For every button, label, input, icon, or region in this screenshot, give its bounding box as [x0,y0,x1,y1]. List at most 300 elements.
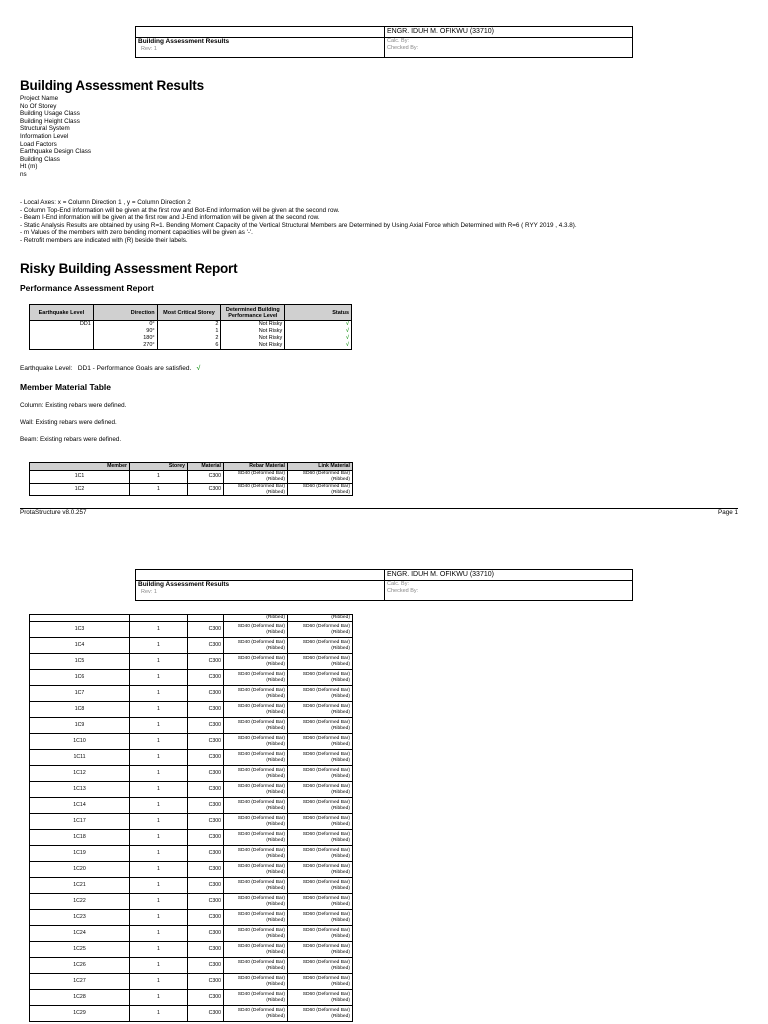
perf-title: Performance Assessment Report [20,283,154,293]
col-earthquake-level: Earthquake Level [30,305,94,321]
page-header [135,26,633,58]
storey-cell: 1 [130,910,188,926]
table-row [30,734,353,750]
eq-label: Earthquake Level: [20,365,73,372]
engineer-name: ENGR. IDUH M. OFIKWU (33710) [387,571,494,578]
material-cell: C300 [188,958,224,974]
link-line: SD60 (Deformed Bar) [302,703,350,709]
rebar-material-cell [224,974,288,990]
rebar-line: SD40 (Deformed Bar) [237,863,285,869]
link-line: SD60 (Deformed Bar) [302,751,350,757]
link-ribbed: (Ribbed) [331,901,350,907]
member-cell: 1C10 [30,734,130,750]
table-row [30,814,353,830]
member-cell: 1C7 [30,686,130,702]
link-material-cell [288,638,353,654]
storey-cell: 1 [130,686,188,702]
member-material-table-continued [29,614,353,1022]
rebar-material-cell [224,798,288,814]
rebar-ribbed: (Ribbed) [266,965,285,971]
earthquake-level-cell [30,335,94,342]
material-cell: C300 [188,798,224,814]
member-cell: 1C5 [30,654,130,670]
storey-cell: 1 [130,830,188,846]
rebar-material-cell [224,990,288,1006]
material-cell: C300 [188,484,224,496]
material-cell: C300 [188,654,224,670]
rebar-ribbed: (Ribbed) [266,981,285,987]
table-row [30,750,353,766]
link-ribbed: (Ribbed) [331,709,350,715]
table-row [30,990,353,1006]
footer-page-number: Page 1 [718,509,738,516]
footer-software: ProtaStructure v8.0.257 [20,509,87,516]
col-storey: Storey [130,463,188,471]
status-check-icon: √ [285,335,352,342]
storey-cell: 6 [157,342,221,350]
checked-by: Checked By: [387,45,419,51]
link-ribbed: (Ribbed) [331,773,350,779]
rebar-ribbed: (Ribbed) [266,901,285,907]
link-line: SD60 (Deformed Bar) [302,815,350,821]
direction-cell: 0° [93,321,157,329]
rebar-ribbed: (Ribbed) [266,869,285,875]
table-row [30,342,352,350]
note-line: - Local Axes: x = Column Direction 1 , y = Column Direction 2 [20,199,191,206]
calc-by: Calc. By: [387,581,410,587]
member-cell: 1C21 [30,878,130,894]
link-line: SD60 (Deformed Bar) [302,783,350,789]
member-cell: 1C26 [30,958,130,974]
rebar-material-cell [224,702,288,718]
rebar-ribbed: (Ribbed) [266,837,285,843]
link-ribbed: (Ribbed) [331,853,350,859]
rebar-material-cell [224,894,288,910]
table-row [30,702,353,718]
link-material-cell [288,686,353,702]
member-cell: 1C17 [30,814,130,830]
note-line: - m Values of the members with zero bending moment capacities will be given as '-'. [20,229,253,237]
link-material-cell [288,894,353,910]
table-row [30,1006,353,1022]
link-line: SD60 (Deformed Bar) [302,847,350,853]
rebar-material-cell [224,622,288,638]
rebar-line: SD40 (Deformed Bar) [237,943,285,949]
link-ribbed: (Ribbed) [331,981,350,987]
beam-note: Beam: Existing rebars were defined. [20,436,122,443]
link-ribbed: (Ribbed) [331,661,350,667]
rebar-material-cell [224,471,288,484]
col-critical-storey: Most Critical Storey [157,305,221,321]
member-cell: 1C1 [30,471,130,484]
member-cell: 1C3 [30,622,130,638]
rebar-line: SD40 (Deformed Bar) [237,655,285,661]
engineer-name: ENGR. IDUH M. OFIKWU (33710) [387,28,494,35]
link-ribbed: (Ribbed) [331,477,350,482]
rebar-line: SD40 (Deformed Bar) [237,895,285,901]
rebar-ribbed: (Ribbed) [266,725,285,731]
project-field-label: Information Level [20,132,69,140]
project-field-label: Building Height Class [20,117,80,125]
storey-cell: 1 [130,974,188,990]
link-material-cell [288,622,353,638]
rebar-line: SD40 (Deformed Bar) [237,991,285,997]
member-cell: 1C13 [30,782,130,798]
material-cell: C300 [188,942,224,958]
rebar-ribbed: (Ribbed) [266,853,285,859]
table-row [30,686,353,702]
rebar-material-cell [224,766,288,782]
rebar-material-cell [224,734,288,750]
rebar-material-cell [224,862,288,878]
page-header-2 [135,569,633,601]
rebar-line: SD40 (Deformed Bar) [237,1007,285,1013]
member-cell: 1C12 [30,766,130,782]
table-row [30,830,353,846]
table-row [30,782,353,798]
rebar-ribbed: (Ribbed) [266,629,285,635]
rebar-ribbed: (Ribbed) [266,693,285,699]
link-line: SD60 (Deformed Bar) [302,655,350,661]
rebar-ribbed: (Ribbed) [266,661,285,667]
material-cell: C300 [188,718,224,734]
link-material-cell [288,750,353,766]
member-cell: 1C8 [30,702,130,718]
link-line: SD60 (Deformed Bar) [302,831,350,837]
link-line: SD60 (Deformed Bar) [302,959,350,965]
storey-cell: 1 [130,622,188,638]
footer-divider [20,508,738,509]
material-cell: C300 [188,830,224,846]
link-ribbed: (Ribbed) [331,693,350,699]
link-ribbed: (Ribbed) [331,645,350,651]
table-row [30,484,353,496]
table-row [30,718,353,734]
project-field-label: Structural System [20,125,70,133]
rebar-line: SD40 (Deformed Bar) [237,623,285,629]
rebar-material-cell [224,830,288,846]
storey-cell: 1 [130,750,188,766]
material-cell: C300 [188,670,224,686]
wall-note: Wall: Existing rebars were defined. [20,419,117,426]
storey-cell: 1 [130,766,188,782]
material-cell: C300 [188,926,224,942]
rebar-material-cell [224,654,288,670]
link-ribbed: (Ribbed) [331,837,350,843]
link-ribbed: (Ribbed) [331,741,350,747]
rebar-line: SD40 (Deformed Bar) [237,815,285,821]
storey-cell: 1 [130,958,188,974]
storey-cell: 1 [130,894,188,910]
link-ribbed: (Ribbed) [331,965,350,971]
note-line: - Static Analysis Results are obtained by using R=1. Bending Moment Capacity of the Vertical Structural Members are Determined by Using Axial Force which Determined with R=6 ( RYY 2019 , 4.3.8). [20,221,577,229]
rebar-ribbed: (Ribbed) [266,645,285,651]
status-check-icon: √ [285,328,352,335]
storey-cell: 1 [130,670,188,686]
table-row [30,894,353,910]
storey-cell: 1 [130,484,188,496]
link-line: SD60 (Deformed Bar) [302,767,350,773]
rebar-material-cell [224,958,288,974]
link-line: SD60 (Deformed Bar) [302,1007,350,1013]
member-cell: 1C9 [30,718,130,734]
link-material-cell [288,830,353,846]
link-material-cell [288,654,353,670]
link-ribbed: (Ribbed) [331,997,350,1003]
page-title: Building Assessment Results [20,78,204,93]
rebar-material-cell [224,782,288,798]
project-field-label: Load Factors [20,140,57,148]
earthquake-summary [20,365,200,373]
rebar-line: SD40 (Deformed Bar) [237,639,285,645]
material-cell: C300 [188,878,224,894]
continuation-cell: (Ribbed) [224,615,288,622]
rebar-ribbed: (Ribbed) [266,477,285,482]
link-material-cell [288,878,353,894]
link-ribbed: (Ribbed) [331,725,350,731]
performance-level-cell: Not Risky [221,335,285,342]
member-cell: 1C2 [30,484,130,496]
link-line: SD60 (Deformed Bar) [302,671,350,677]
member-cell: 1C23 [30,910,130,926]
rebar-line: SD40 (Deformed Bar) [237,751,285,757]
col-performance-level: Determined Building Performance Level [221,305,285,321]
project-fields-list [20,95,91,179]
link-line: SD60 (Deformed Bar) [302,895,350,901]
header-rev: Rev: 1 [141,46,157,52]
note-line: - Column Top-End information will be given at the first row and Bot-End information will be given at the second row. [20,206,340,214]
link-ribbed: (Ribbed) [331,677,350,683]
continuation-cell: (Ribbed) [288,615,353,622]
member-cell: 1C20 [30,862,130,878]
storey-cell: 1 [130,926,188,942]
continuation-cell [30,615,130,622]
direction-cell: 90° [93,328,157,335]
rebar-material-cell [224,846,288,862]
member-cell: 1C28 [30,990,130,1006]
header-rev: Rev: 1 [141,589,157,595]
performance-level-cell: Not Risky [221,321,285,329]
link-material-cell [288,718,353,734]
link-line: SD60 (Deformed Bar) [302,484,350,489]
link-line: SD60 (Deformed Bar) [302,927,350,933]
member-cell: 1C6 [30,670,130,686]
link-line: SD60 (Deformed Bar) [302,639,350,645]
storey-cell: 1 [130,990,188,1006]
rebar-line: SD40 (Deformed Bar) [237,767,285,773]
direction-cell: 270° [93,342,157,350]
member-material-title: Member Material Table [20,382,112,392]
table-row [30,942,353,958]
rebar-material-cell [224,910,288,926]
storey-cell: 1 [130,638,188,654]
table-row [30,862,353,878]
rebar-material-cell [224,686,288,702]
link-material-cell [288,846,353,862]
link-ribbed: (Ribbed) [331,885,350,891]
col-link-material: Link Material [288,463,353,471]
rebar-line: SD40 (Deformed Bar) [237,703,285,709]
rebar-material-cell [224,878,288,894]
table-row [30,328,352,335]
project-field-label: Building Class [20,155,60,163]
check-icon: √ [196,365,201,372]
col-status: Status [285,305,352,321]
rebar-ribbed: (Ribbed) [266,885,285,891]
rebar-line: SD40 (Deformed Bar) [237,879,285,885]
link-line: SD60 (Deformed Bar) [302,879,350,885]
storey-cell: 1 [130,654,188,670]
rebar-ribbed: (Ribbed) [266,757,285,763]
material-cell: C300 [188,782,224,798]
rebar-material-cell [224,638,288,654]
link-line: SD60 (Deformed Bar) [302,719,350,725]
link-ribbed: (Ribbed) [331,1013,350,1019]
table-row [30,335,352,342]
link-ribbed: (Ribbed) [331,629,350,635]
link-material-cell [288,910,353,926]
rebar-ribbed: (Ribbed) [266,741,285,747]
calc-by: Calc. By: [387,38,410,44]
material-cell: C300 [188,471,224,484]
rebar-ribbed: (Ribbed) [266,805,285,811]
link-ribbed: (Ribbed) [331,757,350,763]
member-cell: 1C18 [30,830,130,846]
table-row [30,846,353,862]
link-material-cell [288,926,353,942]
rebar-line: SD40 (Deformed Bar) [237,927,285,933]
table-row [30,926,353,942]
link-ribbed: (Ribbed) [331,805,350,811]
rebar-ribbed: (Ribbed) [266,821,285,827]
link-ribbed: (Ribbed) [331,789,350,795]
material-cell: C300 [188,814,224,830]
link-material-cell [288,958,353,974]
earthquake-level-cell: DD1 [30,321,94,329]
continuation-row [30,615,353,622]
rebar-material-cell [224,814,288,830]
table-row [30,670,353,686]
project-field-label: Building Usage Class [20,110,80,118]
earthquake-level-cell [30,342,94,350]
storey-cell: 1 [130,862,188,878]
col-material: Material [188,463,224,471]
link-ribbed: (Ribbed) [331,933,350,939]
storey-cell: 1 [130,878,188,894]
rebar-material-cell [224,718,288,734]
continuation-cell [188,615,224,622]
project-field-label: Earthquake Design Class [20,148,92,156]
link-material-cell [288,471,353,484]
storey-cell: 1 [130,471,188,484]
eq-value: DD1 - Performance Goals are satisfied. [77,365,192,372]
note-line: - Beam I-End information will be given at the first row and J-End information will be given at the second row. [20,214,320,222]
material-cell: C300 [188,686,224,702]
rebar-material-cell [224,1006,288,1022]
material-cell: C300 [188,734,224,750]
rebar-ribbed: (Ribbed) [266,773,285,779]
link-material-cell [288,974,353,990]
project-field-label: No Of Storey [20,102,57,110]
link-line: SD60 (Deformed Bar) [302,799,350,805]
notes-list [20,199,577,245]
rebar-line: SD40 (Deformed Bar) [237,783,285,789]
table-row [30,321,352,329]
rebar-line: SD40 (Deformed Bar) [237,959,285,965]
link-material-cell [288,942,353,958]
rebar-line: SD40 (Deformed Bar) [237,911,285,917]
link-ribbed: (Ribbed) [331,821,350,827]
link-line: SD60 (Deformed Bar) [302,943,350,949]
storey-cell: 2 [157,335,221,342]
link-line: SD60 (Deformed Bar) [302,911,350,917]
storey-cell: 1 [130,718,188,734]
storey-cell: 1 [157,328,221,335]
continuation-cell [130,615,188,622]
col-direction: Direction [93,305,157,321]
link-line: SD60 (Deformed Bar) [302,687,350,693]
table-row [30,471,353,484]
member-cell: 1C19 [30,846,130,862]
table-row [30,974,353,990]
link-material-cell [288,484,353,496]
checked-by: Checked By: [387,588,419,594]
material-cell: C300 [188,750,224,766]
material-cell: C300 [188,990,224,1006]
rebar-ribbed: (Ribbed) [266,789,285,795]
member-cell: 1C27 [30,974,130,990]
risky-title: Risky Building Assessment Report [20,261,238,276]
storey-cell: 1 [130,702,188,718]
rebar-line: SD40 (Deformed Bar) [237,719,285,725]
rebar-material-cell [224,670,288,686]
rebar-line: SD40 (Deformed Bar) [237,471,285,477]
member-cell: 1C4 [30,638,130,654]
table-row [30,638,353,654]
column-note: Column: Existing rebars were defined. [20,402,127,409]
link-ribbed: (Ribbed) [331,489,350,495]
material-cell: C300 [188,846,224,862]
storey-cell: 1 [130,734,188,750]
rebar-ribbed: (Ribbed) [266,997,285,1003]
performance-level-cell: Not Risky [221,342,285,350]
rebar-ribbed: (Ribbed) [266,489,285,495]
col-rebar-material: Rebar Material [224,463,288,471]
rebar-ribbed: (Ribbed) [266,1013,285,1019]
rebar-ribbed: (Ribbed) [266,677,285,683]
material-cell: C300 [188,862,224,878]
member-material-table [29,462,353,496]
link-material-cell [288,782,353,798]
member-cell: 1C25 [30,942,130,958]
member-cell: 1C24 [30,926,130,942]
storey-cell: 1 [130,846,188,862]
rebar-ribbed: (Ribbed) [266,917,285,923]
rebar-material-cell [224,926,288,942]
link-material-cell [288,990,353,1006]
link-line: SD60 (Deformed Bar) [302,735,350,741]
storey-cell: 1 [130,814,188,830]
table-row [30,766,353,782]
material-cell: C300 [188,1006,224,1022]
performance-table [29,304,352,350]
link-line: SD60 (Deformed Bar) [302,471,350,477]
member-cell: 1C29 [30,1006,130,1022]
link-material-cell [288,798,353,814]
link-material-cell [288,814,353,830]
link-line: SD60 (Deformed Bar) [302,623,350,629]
rebar-material-cell [224,750,288,766]
